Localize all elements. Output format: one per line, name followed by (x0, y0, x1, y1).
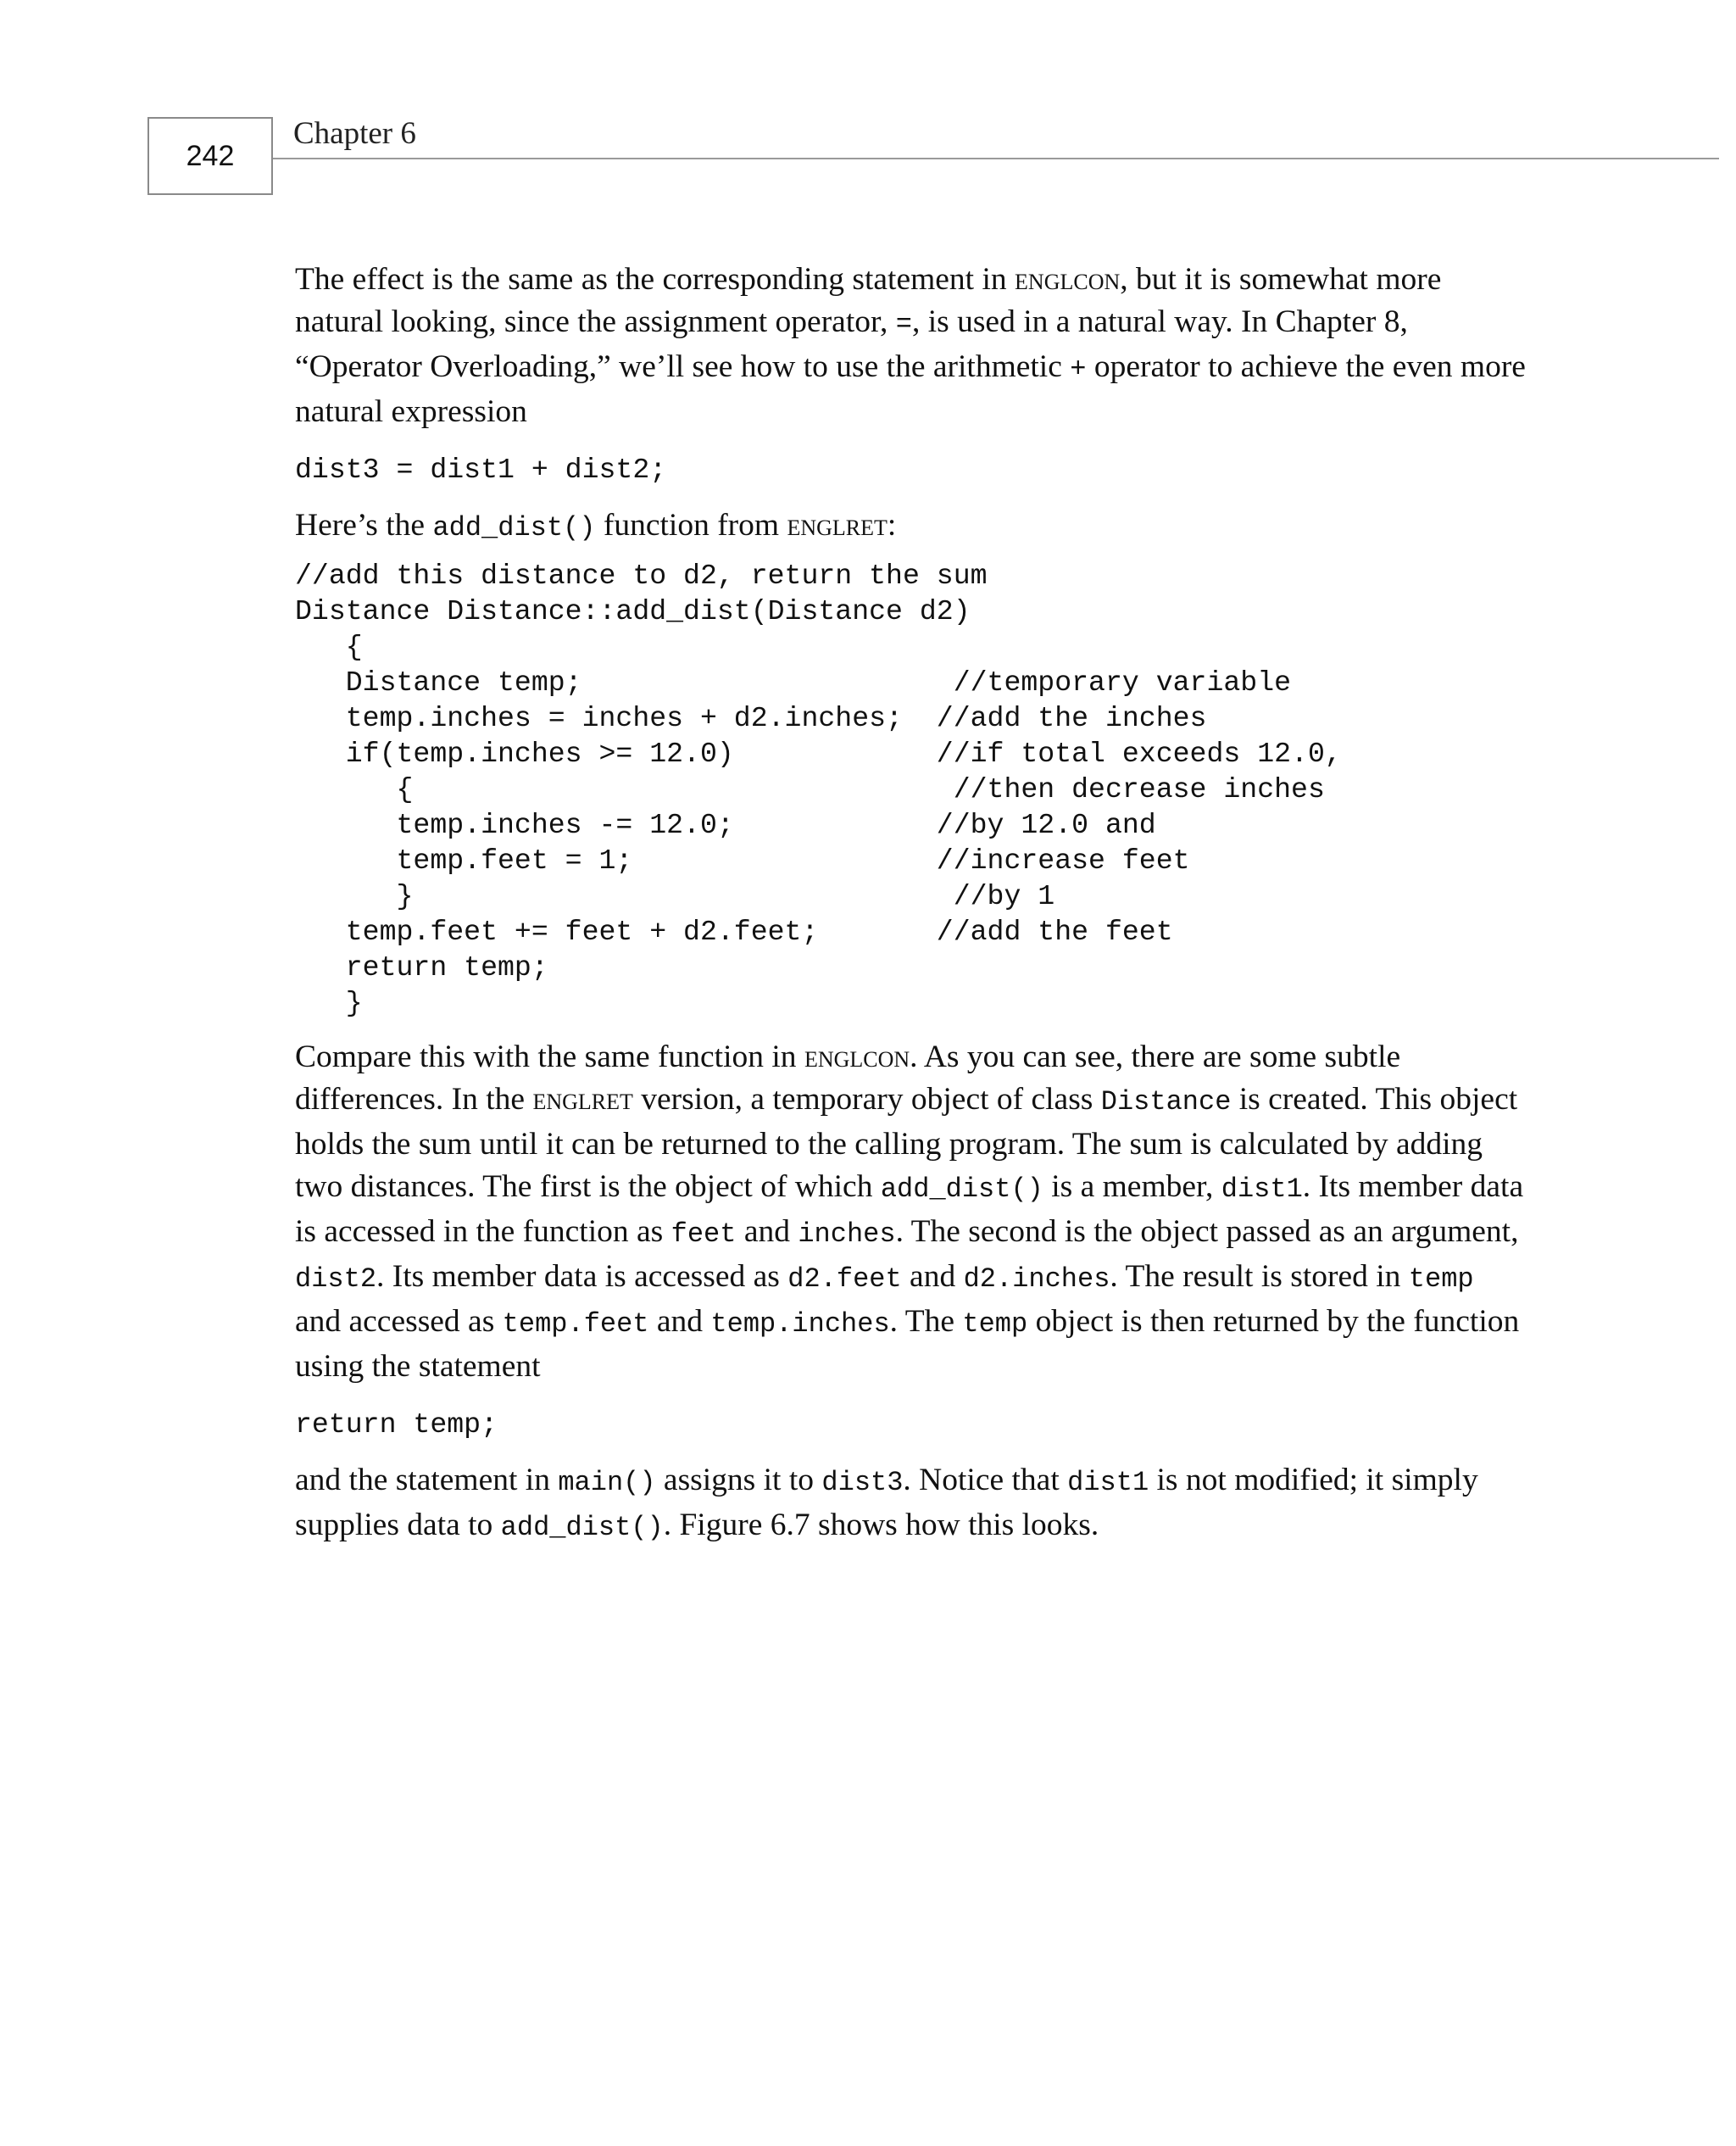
text: and (901, 1259, 964, 1294)
text: and (736, 1214, 798, 1249)
inline-code: add_dist() (880, 1173, 1043, 1205)
code-block-1: dist3 = dist1 + dist2; (295, 454, 667, 486)
paragraph-4 (295, 1459, 1516, 1549)
code-line: } (295, 987, 363, 1019)
inline-code: d2.feet (787, 1263, 902, 1295)
code-line: Distance temp; //temporary variable (295, 666, 1292, 699)
inline-code: temp.feet (502, 1308, 649, 1340)
chapter-title: Chapter 6 (293, 116, 416, 151)
inline-code: temp (962, 1308, 1028, 1340)
text: . Figure 6.7 shows how this looks. (663, 1508, 1099, 1542)
header-rule (273, 158, 1719, 159)
program-name: englcon (804, 1040, 910, 1074)
program-name: englret (532, 1082, 633, 1117)
text: is not modified; it simply supplies data to (295, 1463, 1478, 1542)
inline-code: temp.inches (710, 1308, 890, 1340)
text: is a member, (1043, 1169, 1221, 1204)
text: . The (889, 1304, 963, 1339)
text: function from (595, 508, 787, 543)
inline-code: dist2 (295, 1263, 377, 1295)
text: . As you can see, there are some subtle differences. In the (295, 1040, 1401, 1117)
text: , is used in a natural way. In Chapter 8, “Operator Overloading,” we’ll see how to use the arithmetic (295, 304, 1408, 384)
text: . The result is stored in (1110, 1259, 1409, 1294)
code-line: { (295, 631, 363, 663)
paragraph-3 (295, 1036, 1524, 1388)
text: , but it is somewhat more natural looking, since the assignment operator, (295, 262, 1442, 339)
inline-code: inches (798, 1218, 896, 1250)
code-line: Distance Distance::add_dist(Distance d2) (295, 595, 971, 627)
text: and the statement in (295, 1463, 559, 1497)
text: The effect is the same as the corresponding statement in (295, 262, 1015, 297)
code-line: temp.inches -= 12.0; //by 12.0 and (295, 809, 1156, 841)
inline-code: Distance (1100, 1086, 1232, 1118)
code-line: temp.feet = 1; //increase feet (295, 844, 1190, 877)
inline-code: temp (1408, 1263, 1474, 1295)
code-line: //add this distance to d2, return the sum (295, 560, 988, 592)
text: and accessed as (295, 1304, 503, 1339)
text: operator to achieve the even more natural expression (295, 349, 1526, 429)
code-line: temp.feet += feet + d2.feet; //add the feet (295, 916, 1173, 948)
text: is created. This object holds the sum until it can be returned to the calling program. The sum is calculated by adding two distances. The first is the object of which (295, 1082, 1518, 1204)
code-line: return temp; (295, 951, 548, 984)
code-block-2 (295, 558, 1541, 1021)
code-line: if(temp.inches >= 12.0) //if total exceeds 12.0, (295, 738, 1342, 770)
program-name: englcon (1015, 262, 1121, 297)
code-line: { //then decrease inches (295, 773, 1325, 805)
page-content (295, 259, 1541, 1549)
inline-code: main() (558, 1467, 656, 1498)
inline-code: dist1 (1221, 1173, 1303, 1205)
code-block-3: return temp; (295, 1408, 498, 1441)
inline-code: add_dist() (432, 512, 596, 543)
text: and (648, 1304, 711, 1339)
text: version, a temporary object of class (632, 1082, 1101, 1117)
inline-code: feet (670, 1218, 737, 1250)
paragraph-2 (295, 504, 1541, 549)
text: . The second is the object passed as an argument, (895, 1214, 1519, 1249)
inline-code: d2.inches (963, 1263, 1110, 1295)
paragraph-1 (295, 259, 1533, 433)
text: Compare this with the same function in (295, 1040, 804, 1074)
text: Here’s the (295, 508, 433, 543)
text: . Its member data is accessed in the function as (295, 1169, 1524, 1249)
inline-code: dist1 (1067, 1467, 1149, 1498)
text: : (887, 508, 897, 543)
inline-code: add_dist() (500, 1512, 664, 1543)
inline-code: + (1070, 354, 1087, 385)
inline-code: = (895, 309, 912, 340)
inline-code: dist3 (821, 1467, 904, 1498)
text: . Its member data is accessed as (376, 1259, 788, 1294)
text: object is then returned by the function using the statement (295, 1304, 1520, 1384)
code-line: } //by 1 (295, 880, 1055, 912)
program-name: englret (787, 508, 887, 543)
text: . Notice that (903, 1463, 1068, 1497)
page-number: 242 (147, 117, 273, 195)
text: assigns it to (655, 1463, 822, 1497)
code-line: temp.inches = inches + d2.inches; //add the inches (295, 702, 1207, 734)
